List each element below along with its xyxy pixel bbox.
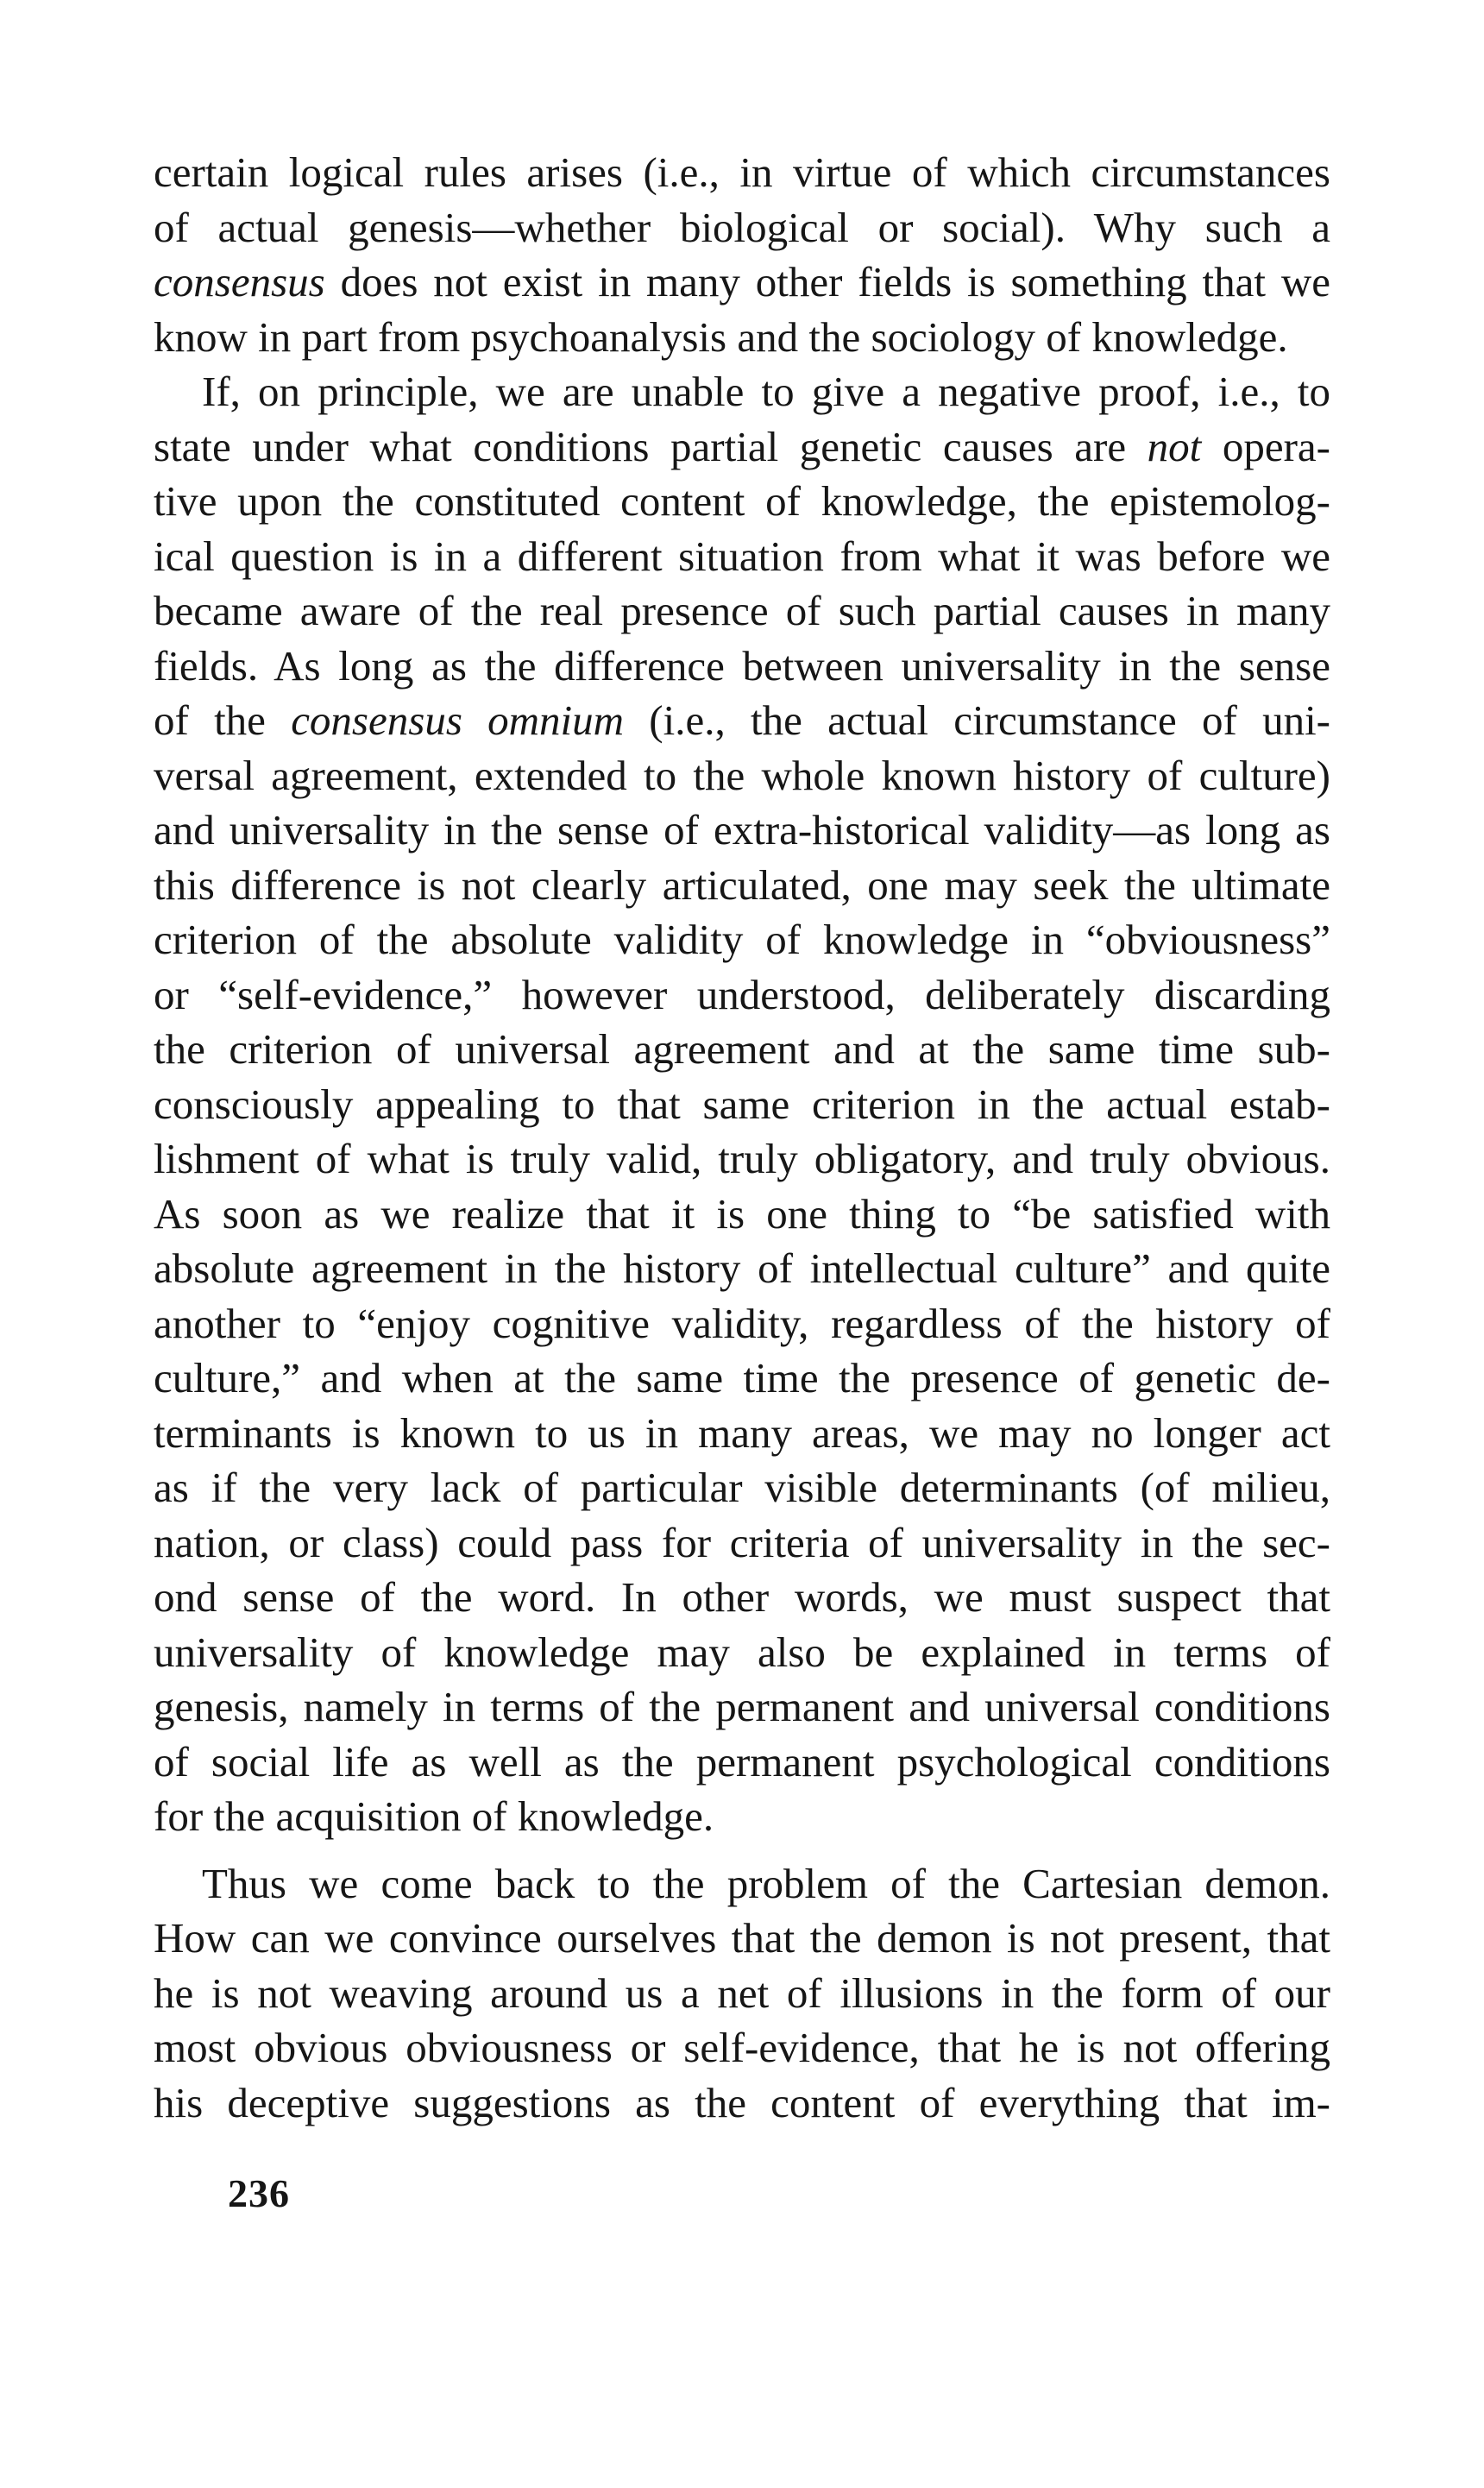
text-line: as if the very lack of particular visible determinants (of milieu, xyxy=(154,1464,1330,1511)
text-line: for the acquisition of knowledge. xyxy=(154,1792,714,1840)
text-line: became aware of the real presence of such partial causes in many xyxy=(154,587,1330,634)
text-line: ical question is in a different situation from what it was before we xyxy=(154,532,1330,580)
text-line: another to “enjoy cognitive validity, regardless of the history of xyxy=(154,1299,1330,1347)
italic-term: consensus xyxy=(154,258,325,305)
text-line: lishment of what is truly valid, truly obligatory, and truly obvious. xyxy=(154,1135,1330,1182)
text-line: this difference is not clearly articulated, one may seek the ultimate xyxy=(154,860,1330,909)
text-line: criterion of the absolute validity of knowledge in “obviousness” xyxy=(154,916,1330,963)
text-line: or “self-evidence,” however understood, deliberately discarding xyxy=(154,970,1330,1018)
text-line: universality of knowledge may also be explained in terms of xyxy=(154,1628,1330,1676)
italic-term: not xyxy=(1147,422,1202,470)
text-line: the criterion of universal agreement and at the same time sub- xyxy=(154,1025,1330,1073)
text-line-rest: does not exist in many other fields is something that we xyxy=(324,258,1330,305)
text-line: How can we convince ourselves that the demon is not present, that xyxy=(154,1914,1330,1962)
text-line: and universality in the sense of extra-historical validity—as long as xyxy=(154,806,1330,853)
text-line: culture,” and when at the same time the presence of genetic de- xyxy=(154,1354,1330,1401)
text-line: of actual genesis—whether biological or social). Why such a xyxy=(154,203,1330,251)
text-line: certain logical rules arises (i.e., in virtue of which circumstances xyxy=(154,148,1330,196)
text-line xyxy=(154,255,1330,310)
text-line: of the consensus omnium (i.e., the actual circumstance of uni- xyxy=(154,696,1331,744)
text-line: know in part from psychoanalysis and the sociology of knowledge. xyxy=(154,312,1288,361)
text-line: tive upon the constituted content of knowledge, the epistemolog- xyxy=(154,477,1330,525)
text-line: most obvious obviousness or self-evidence, that he is not offering xyxy=(154,2024,1330,2071)
text-line: consciously appealing to that same criterion in the actual estab- xyxy=(154,1080,1330,1128)
italic-term: consensus omnium xyxy=(291,696,625,744)
text-line: absolute agreement in the history of intellectual culture” and quite xyxy=(154,1244,1330,1292)
text-line: fields. As long as the difference between universality in the sense xyxy=(154,641,1330,690)
text-line: state under what conditions partial genetic causes are not opera- xyxy=(154,422,1330,470)
text-line: ond sense of the word. In other words, we must suspect that xyxy=(154,1573,1330,1621)
text-line: his deceptive suggestions as the content of everything that im- xyxy=(154,2078,1330,2126)
text-line: genesis, namely in terms of the permanent and universal conditions xyxy=(154,1683,1330,1730)
text-line: versal agreement, extended to the whole known history of culture) xyxy=(154,751,1330,799)
text-line: nation, or class) could pass for criteria of universality in the sec- xyxy=(154,1518,1330,1566)
text-line: If, on principle, we are unable to give a negative proof, i.e., to xyxy=(202,368,1330,415)
page-number: 236 xyxy=(228,2171,290,2215)
text-line: Thus we come back to the problem of the Cartesian demon. xyxy=(202,1859,1330,1907)
body-text xyxy=(154,145,1330,2130)
text-line: of social life as well as the permanent psychological conditions xyxy=(154,1737,1330,1786)
text-line: As soon as we realize that it is one thing to “be satisfied with xyxy=(154,1189,1330,1238)
text-line: he is not weaving around us a net of illusions in the form of our xyxy=(154,1968,1330,2017)
text-line: terminants is known to us in many areas, we may no longer act xyxy=(154,1408,1330,1457)
